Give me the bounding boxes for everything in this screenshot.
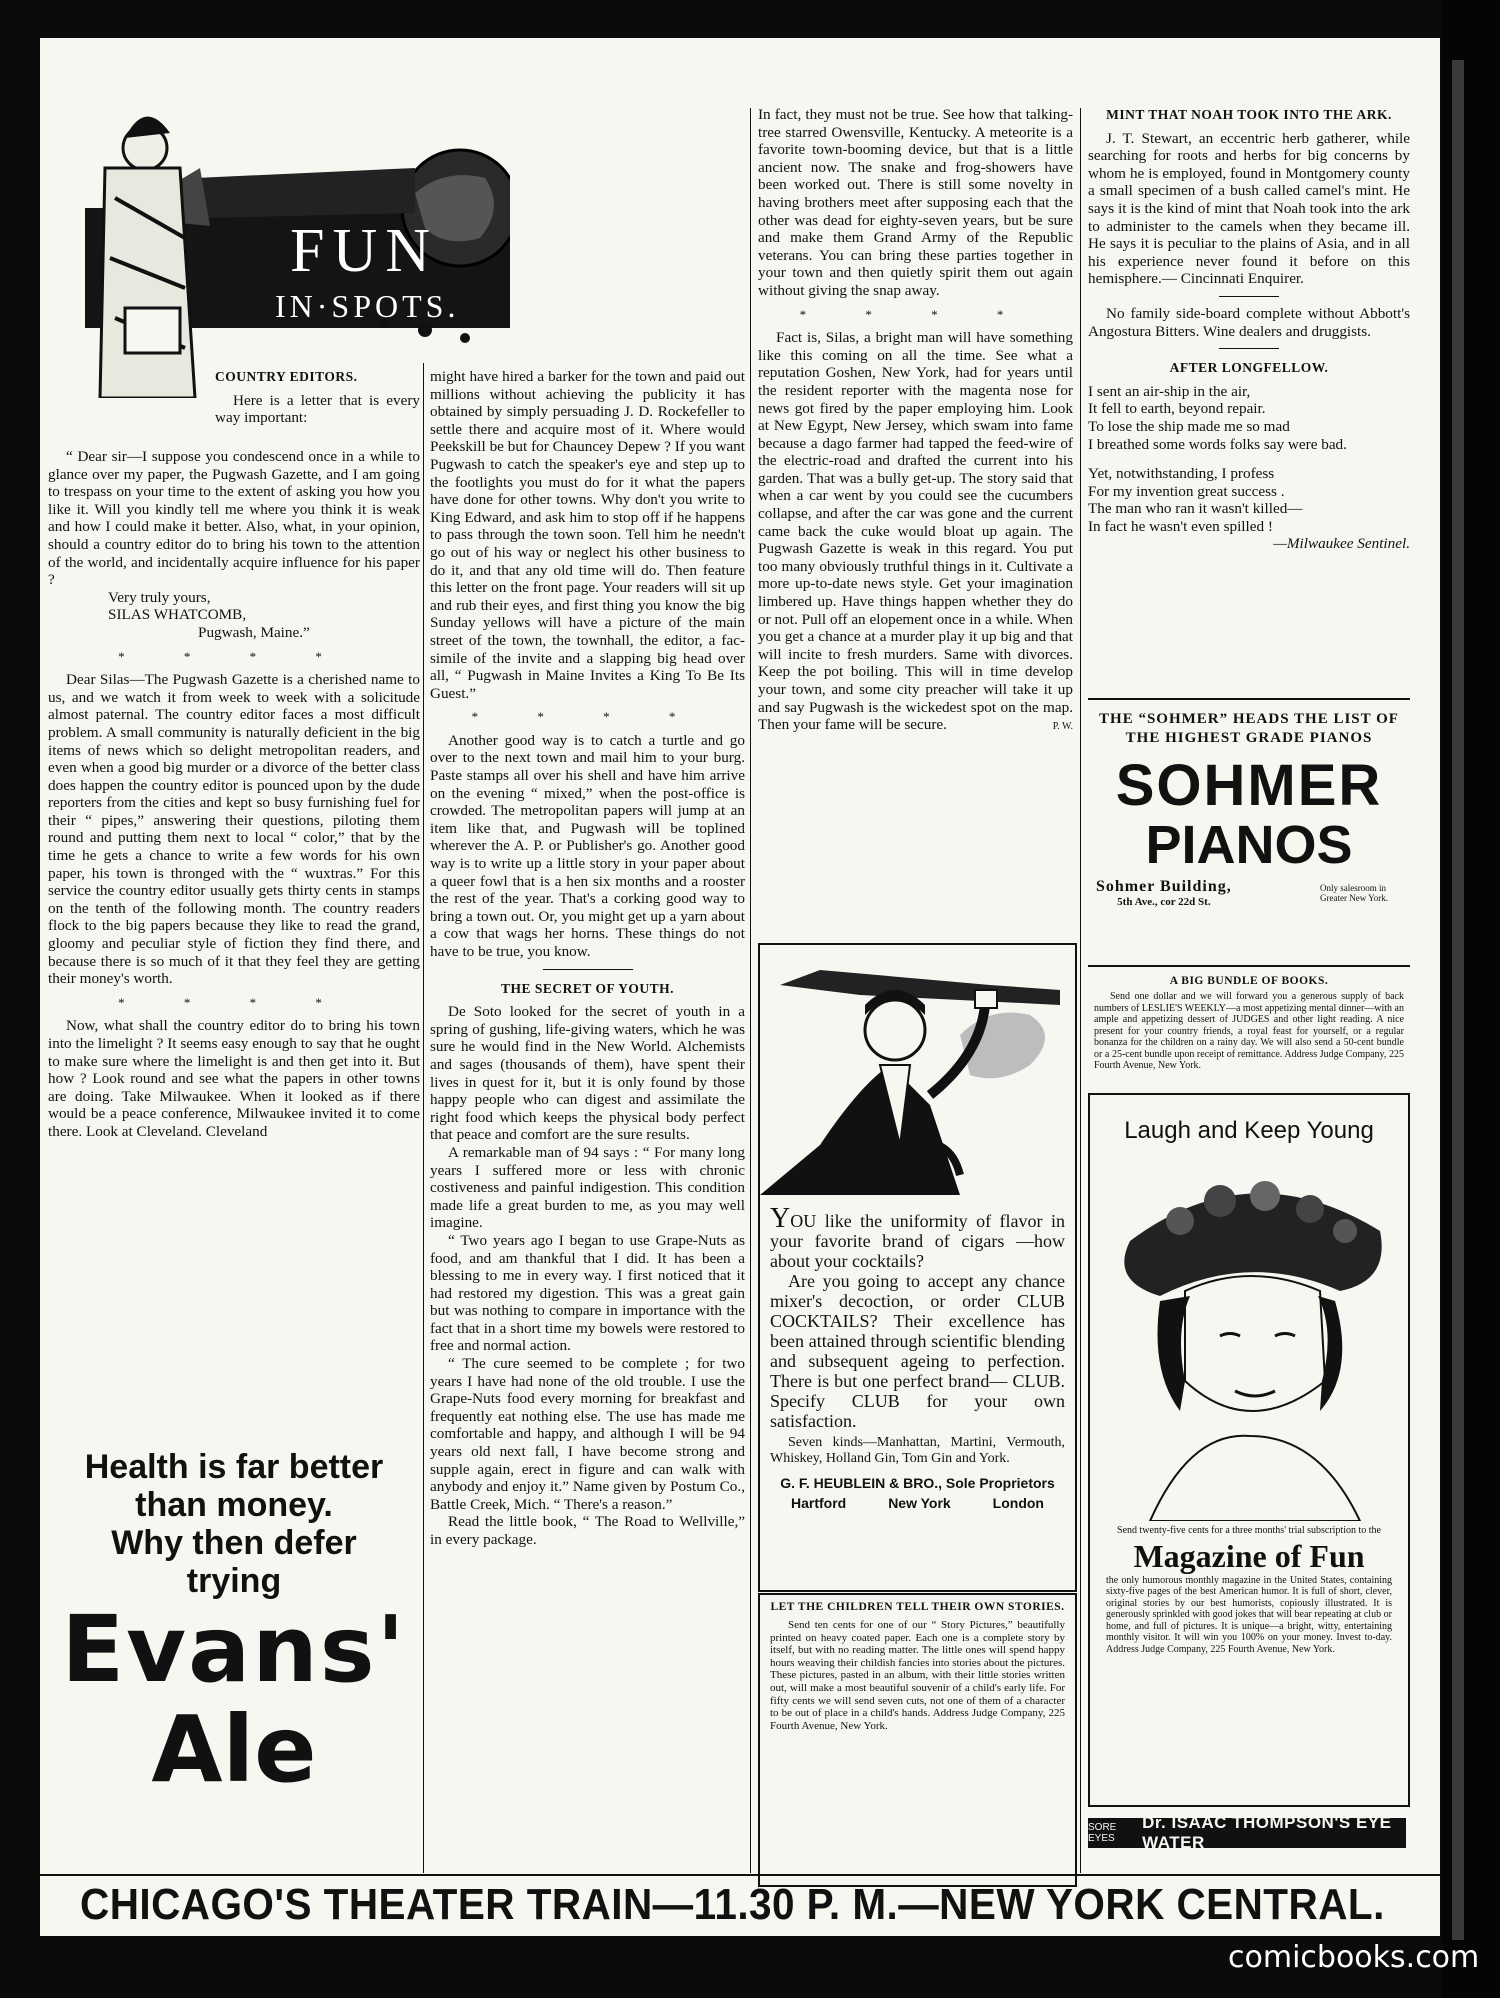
column-rule — [423, 363, 424, 1873]
reply-para-1: Dear Silas—The Pugwash Gazette is a cherished name to us, and we watch it from week to week with a solicitude almost paternal. The country editor faces a most difficult problem. A small community is naturally deficient in the big items of news which so delight metropolitan readers, and even when a good big murder or a divorce of the better class does happen the country editor is pounced upon by the dude reporters from the cities and kept so busy furnishing fuel for their “ pipes,” answering their questions, piloting them round and putting them next to local “ color,” that by the time he gets a chance to write a few words for his own paper, his town is thronged with the “ wuxtras.” For this service the country editor usually gets thirty cents in stamps on the tenth of the following month. The country readers flock to the big papers because they like to read the grand, gloomy and peculiar style of fiction they find there, and because there is so much of it that they feel they are getting their money's worth. — [48, 671, 420, 988]
evans-line-2: than money. — [135, 1486, 333, 1524]
poem-line: I breathed some words folks say were bad. — [1088, 435, 1347, 453]
column-rule — [750, 108, 751, 1873]
children-body: Send ten cents for one of our “ Story Pictures,” beautifully printed on heavy coated paper. Each one is a complete story by itself, but with no reading matter. The little ones will spend happy hours weaving their childish fancies into stories about the pictures. These pictures, pasted in an album, with their little stories written out, will make a most beautiful souvenir of a child's early life. For fifty cents we will send seven cuts, not one of them of a character to be out of place in a child's hands. Address Judge Company, 225 Fourth Avenue, New York. — [770, 1619, 1065, 1732]
section-stars: * * * * — [118, 648, 350, 664]
sohmer-address: 5th Ave., cor 22d St. — [1117, 896, 1211, 908]
books-body: Send one dollar and we will forward you a generous supply of back numbers of LESLIE'S WEEKLY—a most appetizing mental dinner—with an ample and appetizing dessert of JUDGES and other light reading. A nice present for your country friends, a royal feast for yourself, or a regular bonanza for the children on a rainy day. We will also send a 50-cent bundle or a 25-cent bundle upon receipt of remittance. Address Judge Company, 225 Fourth Avenue, New York. — [1094, 991, 1404, 1071]
club-firm: G. F. HEUBLEIN & BRO., Sole Proprietors — [780, 1475, 1055, 1491]
evans-brand-ale: Ale — [151, 1696, 317, 1803]
col2-para-2: Another good way is to catch a turtle and go over to the next town and mail him to your burg. Paste stamps all over his shell and have him arrive on the evening “ mixed,” when the post-office is crowded. The metropolitan papers will jump at an item like that, and Pugwash will be toplined wherever the A. P. or Publisher's go. Another good way is to write up a little story in your paper about a queer fowl that is a hen six months and a rooster the rest of the year. That's a corking good way to bring a town out. Or, you might get up a yarn about a cow that wags her horns. These things do not have to be true, you know. — [430, 731, 745, 960]
column-rule — [1080, 108, 1081, 1873]
newspaper-page — [40, 38, 1440, 1936]
evans-line-4: trying — [186, 1562, 282, 1600]
city-hartford: Hartford — [790, 1495, 847, 1511]
eye-water-brand: Dr. ISAAC THOMPSON'S EYE WATER — [1142, 1813, 1392, 1852]
club-intro: YOU like the uniformity of flavor in your favorite brand of cigars —how about your cocktails? — [770, 1203, 1065, 1271]
evans-line-3: Why then defer — [111, 1524, 357, 1562]
mint-heading: MINT THAT NOAH TOOK INTO THE ARK. — [1106, 107, 1392, 122]
children-heading: LET THE CHILDREN TELL THEIR OWN STORIES. — [770, 1601, 1065, 1613]
club-dropcap: Y — [770, 1203, 791, 1234]
column-2 — [430, 368, 745, 1549]
club-body: Are you going to accept any chance mixer's decoction, or order CLUB COCKTAILS? Their excellence has been attained through scientific blending and subsequent ageing to perfection. There is but one perfect brand— CLUB. Specify CLUB for your own satisfaction. — [770, 1271, 1065, 1431]
city-new-york: New York — [888, 1495, 951, 1511]
evans-ale-ad — [48, 1448, 420, 1878]
new-york-central-footer: CHICAGO'S THEATER TRAIN—11.30 P. M.—NEW YORK CENTRAL. — [80, 1880, 1385, 1929]
secret-of-youth-heading: THE SECRET OF YOUTH. — [500, 980, 675, 996]
letter-intro: Here is a letter that is every way important: — [215, 391, 420, 427]
letter-body: “ Dear sir—I suppose you condescend once in a while to glance over my paper, the Pugwash Gazette, and I am going to trespass on your time to the extent of asking you how you like it. Will you kindly tell me where you think it is weak and how I could make it better. Also, what, in your opinion, should a country editor do to bring his town to the attention of the world, and incidentally acquire influence for his paper ? — [48, 448, 420, 589]
youth-para-1: De Soto looked for the secret of youth in a spring of gushing, life-giving waters, which he was sure he would find in the New World. Alchemists and sages (thousands of them), have spent their lives in quest for it, but it is only found by those happy people who can digest and assimilate the right food which keeps the physical body perfect that peace and comfort are the sure results. — [430, 1003, 745, 1144]
poem-line: The man who ran it wasn't killed— — [1088, 500, 1303, 518]
poem-line: I sent an air-ship in the air, — [1088, 382, 1251, 400]
column-1-top — [215, 368, 420, 427]
fun-ad-body: the only humorous monthly magazine in the United States, containing sixty-five pages of the best American humor. It is full of short, clever, original stories by our best humorists, copiously illustrated. It is generously sprinkled with good jokes that will bear repeating at club or home, and full of pictures. It is unique—a bright, witty, entertaining monthly visitor. It will win you 100% on your money. Invest to-day. Address Judge Company, 225 Fourth Avenue, New York. — [1106, 1574, 1392, 1655]
poem-line: Yet, notwithstanding, I profess — [1088, 465, 1275, 483]
col3-para-2: Fact is, Silas, a bright man will have something like this coming on all the time. See what a reputation Goshen, New York, had for years until the resident reporter with the magenta nose for news got fired by the paper employing him. Look at New Egypt, New Jersey, which swam into fame because a dago farmer had tapped the feed-wire of the electric-road and drafted the current into his garden. That was a bully get-up. The story said that when a car went by you could see the cucumbers collapse, and after the car was gone and the current came back the cuke would bloat up again. The Pugwash Gazette is weak in this regard. You put too many obviously truthful things in it. Cultivate a more up-to-date news style. Get your imagination limbered up. Have things happen whether they do or not. Pull off an elopement once in a while. When you get a chance at a murder play it up big and that will incite to fresh murders. Same with divorces. Keep the pot boiling. This will in time develop your town, and some city preacher will take it up and say Pugwash is the wickedest spot on the map. Then your fame will be secure. — [758, 329, 1073, 734]
poem-line: For my invention great success . — [1088, 482, 1285, 500]
letter-place: Pugwash, Maine.” — [198, 623, 310, 641]
youth-para-5: Read the little book, “ The Road to Wellville,” in every package. — [430, 1513, 745, 1548]
footer-rule — [40, 1874, 1440, 1876]
children-stories-ad — [758, 1593, 1077, 1887]
masthead-subtitle: IN·SPOTS. — [275, 288, 460, 324]
magazine-of-fun-ad — [1088, 1093, 1410, 1807]
watermark: comicbooks.com — [1228, 1940, 1480, 1975]
poem-line: To lose the ship made me so mad — [1088, 417, 1290, 435]
sohmer-pianos-ad — [1088, 698, 1410, 967]
column-4 — [1088, 106, 1410, 553]
sohmer-product: PIANOS — [1145, 815, 1353, 875]
masthead-title: FUN — [290, 217, 439, 285]
section-stars: * * * * — [118, 994, 350, 1010]
section-stars: * * * * — [471, 709, 704, 725]
column-1 — [48, 448, 420, 1141]
page-edge — [1442, 0, 1500, 1998]
poem-line: In fact he wasn't even spilled ! — [1088, 517, 1273, 535]
sohmer-brand: SOHMER — [1115, 753, 1383, 818]
sohmer-building: Sohmer Building, — [1096, 878, 1232, 895]
sohmer-headline: THE “SOHMER” HEADS THE LIST OF THE HIGHEST GRADE PIANOS — [1099, 711, 1399, 746]
angostura-note: No family side-board complete without Abbott's Angostura Bitters. Wine dealers and druggists. — [1088, 304, 1410, 340]
eye-water-small: SORE EYES — [1088, 1822, 1117, 1844]
eye-water-ad — [1088, 1813, 1406, 1852]
waiter-illustration — [760, 945, 1075, 1205]
youth-para-3: “ Two years ago I began to use Grape-Nuts as food, and am thankful that I did. It has been a blessing to me in every way. I first noticed that it had restored my digestion. This was a great gain but was nothing to compare in importance with the fact that in a short time my bowels were restored to free and normal action. — [430, 1231, 745, 1355]
fun-ad-title: Laugh and Keep Young — [1124, 1117, 1374, 1144]
evans-line-1: Health is far better — [84, 1448, 384, 1486]
col3-initials: P. W. — [1052, 720, 1073, 732]
youth-para-2: A remarkable man of 94 says : “ For many long years I suffered more or less with chronic costiveness and painful indigestion. This condition made life a great burden to me, as you may well imagine. — [430, 1143, 745, 1232]
poem-line: It fell to earth, beyond repair. — [1088, 400, 1266, 418]
col3-para-1: In fact, they must not be true. See how that talking-tree starred Owensville, Kentucky. A meteorite is a favorite town-booming device, but that is a little ancient now. The snake and frog-showers have been worked out. There is still some novelty in having brothers meet after supposing each that the other was dead for eighty-seven years, but be sure and make them Grand Army of the Republic veterans. You can bring these parties together in your town and then quietly spirit them out again without giving the snap away. — [758, 106, 1073, 299]
section-stars: * * * * — [799, 306, 1032, 322]
books-ad — [1088, 973, 1410, 1072]
fun-in-spots-masthead — [85, 98, 510, 398]
evans-brand: Evans' — [61, 1596, 407, 1703]
club-kinds: Seven kinds—Manhattan, Martini, Vermouth, Whiskey, Holland Gin, Tom Gin and York. — [770, 1435, 1065, 1466]
page-gutter-bar — [1452, 60, 1464, 1940]
mint-body: J. T. Stewart, an eccentric herb gatherer, while searching for roots and herbs for big concerns by whom he is employed, found in Montgomery county a small specimen of a bush called camel's mint. He says it is the kind of mint that Noah took into the ark to administer to the camels when they became ill. He says it is peculiar to the plains of Asia, and in all his experience never found it before on this hemisphere.— Cincinnati Enquirer. — [1088, 129, 1410, 288]
country-editors-heading: COUNTRY EDITORS. — [215, 369, 358, 384]
woman-portrait-illustration — [1090, 1151, 1408, 1521]
fun-ad-magazine-name: Magazine of Fun — [1133, 1537, 1365, 1574]
books-heading: A BIG BUNDLE OF BOOKS. — [1169, 975, 1329, 987]
poem-source: —Milwaukee Sentinel. — [1273, 535, 1410, 553]
col2-para-1: might have hired a barker for the town and paid out millions without achieving the publicity it has obtained by simply persuading J. D. Rockefeller to settle there and acquire most of it. Where would Peekskill be but for Chauncey Depew ? If you want Pugwash to catch the speaker's eye and step up to the footlights you must do for it what the papers have done for other towns. Why don't you write to King Edward, and ask him to stop off if he happens to pass through the town soon. Tell him he needn't go out of his way or neglect his other business to do it, and that any old time will do. Then feature this letter on the front page. Your readers will sit up and rub their eyes, and first thing you know the big Sunday yellows will have a picture of the main street of the town, the townhall, the editor, a fac-simile of the invite and a slapping big head over all, “ Pugwash in Maine Invites a King To Be Its Guest.” — [430, 368, 745, 702]
column-3 — [758, 106, 1073, 735]
youth-para-4: “ The cure seemed to be complete ; for two years I have had none of the old trouble. I use the Grape-Nuts food every morning for breakfast and frequently eat nothing else. The use has made me comfortable and happy, and although I will be 94 years old next fall, I have become strong and supple again, erect in figure and can walk with anybody and enjoy it.” Name given by Postum Co., Battle Creek, Mich. “ There's a reason.” — [430, 1355, 745, 1513]
poem-heading: AFTER LONGFELLOW. — [1169, 360, 1329, 376]
city-london: London — [992, 1495, 1044, 1511]
fun-ad-offer: Send twenty-five cents for a three months' trial subscription to the — [1117, 1525, 1381, 1536]
club-cocktails-ad — [758, 943, 1077, 1592]
letter-closing: Very truly yours, — [108, 588, 211, 606]
sohmer-note: Only salesroom in Greater New York. — [1320, 883, 1388, 903]
club-cities — [770, 1493, 1065, 1513]
reply-para-2: Now, what shall the country editor do to bring his town into the limelight ? It seems easy enough to say that he ought to make sure where the limelight is and then get into it. But how ? Look round and see what the papers in other towns are doing. Take Milwaukee. When it looked as if there would be a peace conference, Milwaukee invited it to come there. Look at Cleveland. Cleveland — [48, 1017, 420, 1140]
letter-signature: SILAS WHATCOMB, — [108, 606, 247, 624]
